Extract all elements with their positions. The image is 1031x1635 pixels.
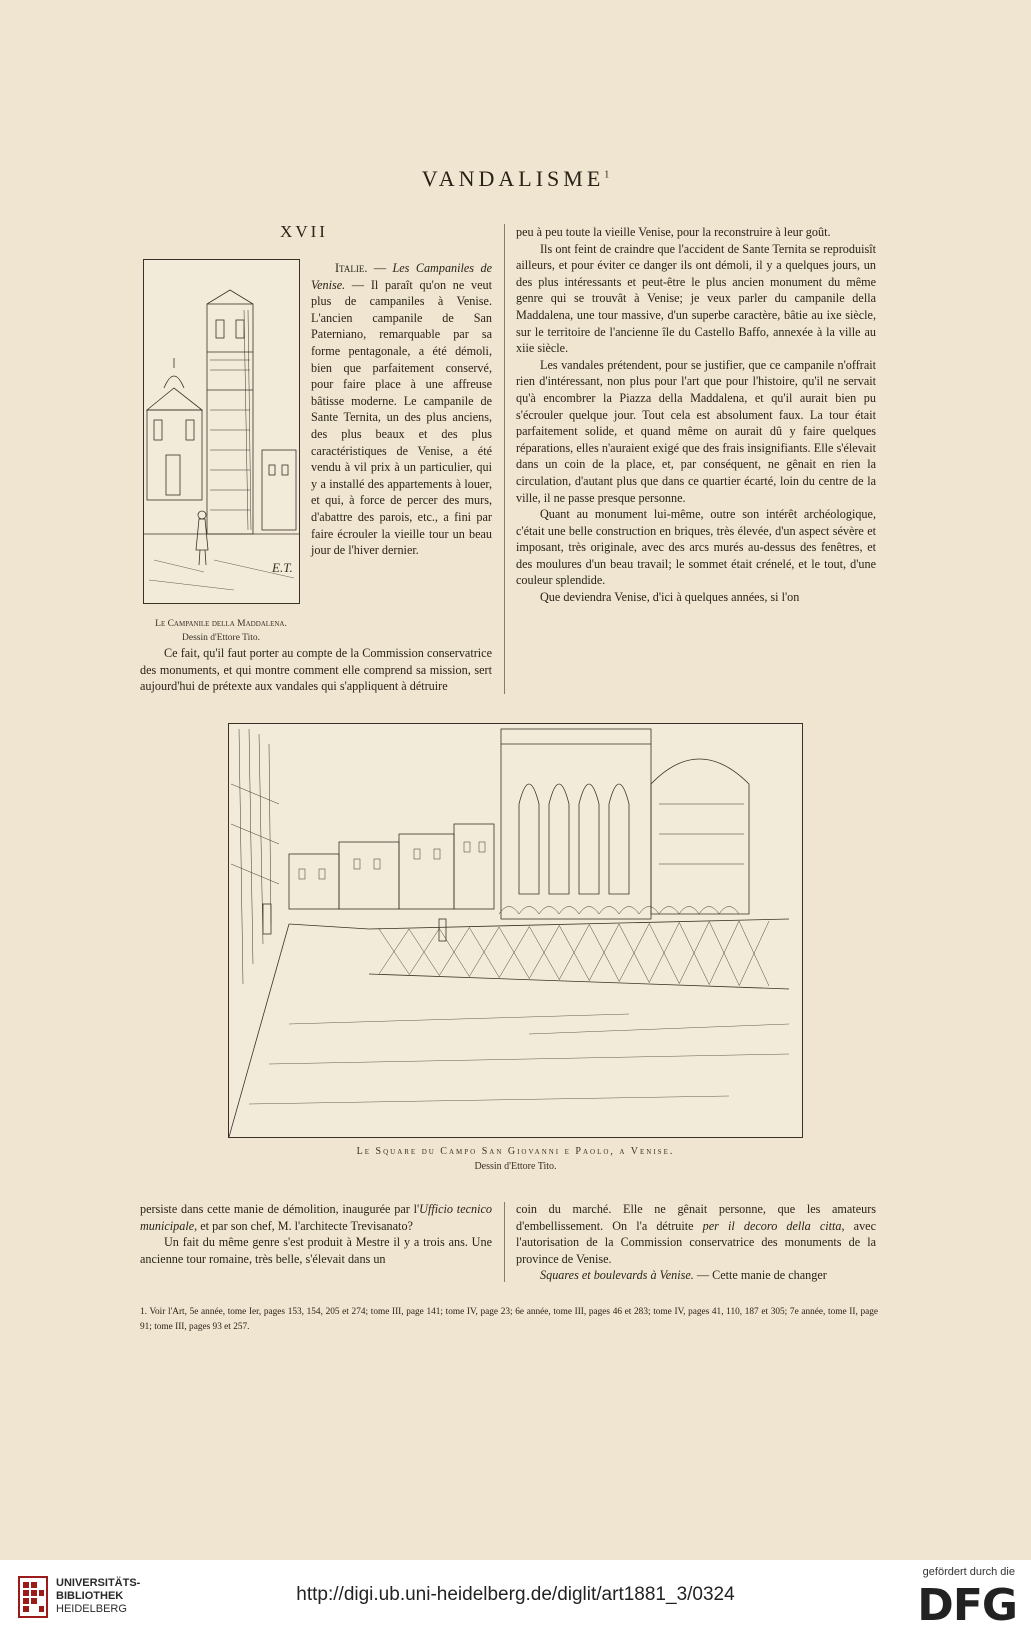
column-divider-top [504,224,505,694]
footer-bar [0,1560,1031,1635]
square-illustration [228,723,803,1138]
column-divider-bottom [504,1202,505,1282]
right-paragraph-3: Les vandales prétendent, pour se justifier, que ce campanile n'offrait rien d'intéressant, non plus pour l'art que pour l'histoire, qu'il ne servait qu'à encombrer la Piazza della Maddalena, et qu'il aurait bien pu s'écrouler quelque jour. Tout cela est absolument faux. La tour était parfaitement solide, et quand même on aurait dû y faire quelques réparations, elles n'auraient exigé que des frais insignifiants. Elle s'élevait dans un coin de la place, et, par conséquent, ne gênait en rien la circulation, d'autant plus que dans ce quartier écarté, loin du centre de la ville, il ne passe presque personne. [516,357,876,505]
left-paragraph-1: — Il paraît qu'on ne veut plus de campaniles à Venise. L'ancien campanile de San Paterniano, remarquable par sa forme pentagonale, a été démoli, bien que parfaitement conservé, pour faire place à une affreuse bâtisse moderne. Le campanile de Sante Ternita, un des plus anciens, des plus beaux et des plus caractéristiques de Venise, a été vendu à vil prix à un particulier, qui y a installé des appartements à louer, et qui, à force de percer des murs, d'abattre des parois, etc., a fini par faire écrouler la vieille tour un beau jour de l'hiver dernier. [311,277,493,558]
article-title: VANDALISME$^1$ [421,166,610,191]
small-caption-title: Le Campanile della Maddalena. [155,619,287,629]
campanile-illustration [143,259,300,604]
right-paragraph-5: Que deviendra Venise, d'ici à quelques années, si l'on [540,590,800,605]
university-name: UNIVERSITÄTS- BIBLIOTHEK HEIDELBERG [56,1577,141,1615]
lower-right-paragraph-1: coin du marché. Elle ne gênait personne, que les amateurs d'embellissement. On l'a détruite per il decoro della citta, avec l'autorisation de la Commission conservatrice des monuments de la province de Venise. [516,1202,876,1266]
small-caption-credit: Dessin d'Ettore Tito. [182,633,260,643]
right-paragraph-4: Quant au monument lui-même, outre son intérêt archéologique, c'était une belle construction en briques, très élevée, d'un aspect sévère et imposant, très originale, avec des arcs murés au-dessus des fenêtres, et des moulures d'un beau travail; le sommet était crénelé, et le tout, d'une couleur splendide. [516,507,876,588]
right-column [516,224,876,606]
permalink-url[interactable]: http://digi.ub.uni-heidelberg.de/diglit/art1881_3/0324 [296,1584,735,1605]
right-paragraph-1: peu à peu toute la vieille Venise, pour la reconstruire à leur goût. [516,225,831,239]
right-paragraph-2: Ils ont feint de craindre que l'accident de Sante Ternita se reproduisît ailleurs, et pour éviter ce danger ils ont démoli, il y a quelques jours, un des plus intéressants et peut-être le plus ancien monument du même genre qui se trouvât à Venise; je veux parler du campanile della Maddalena, une tour massive, d'un superbe caractère, bâtie au ixe siècle, sur le territoire de l'ancienne île du Castello Baffo, annexée à la ville au xiie siècle. [516,241,876,356]
left-column-bottom [140,645,492,695]
sponsor-text: gefördert durch die [922,1566,1015,1578]
large-caption-credit: Dessin d'Ettore Tito. [474,1161,557,1172]
lower-left-column [140,1201,492,1267]
left-column-wrap: Italie. — Les Campaniles de Venise. — Il paraît qu'on ne veut plus de campaniles à Venise. L'ancien campanile de San Paterniano, remarquable par sa forme pentagonale, a été démoli, bien que parfaitement conservé, pour faire place à une affreuse bâtisse moderne. Le campanile de Sante Ternita, un des plus anciens, des plus beaux et des plus caractéristiques de Venise, a été vendu à vil prix à un particulier, qui y a installé des appartements à louer, et qui, à force de percer des murs, d'abattre des parois, etc., a fini par faire écrouler la vieille tour un beau jour de l'hiver dernier. [311,261,493,558]
lower-right-column [516,1201,876,1284]
large-caption-title: Le Square du Campo San Giovanni e Paolo, a Venise. [356,1146,675,1157]
section-number: XVII [280,222,328,241]
small-figure-caption [130,617,312,645]
left-paragraph-2: Ce fait, qu'il faut porter au compte de la Commission conservatrice des monuments, et qui montre comment elle comprend sa mission, sert aujourd'hui de prétexte aux vandales qui s'appliquent à détruire [140,646,492,694]
lead-label: Italie. [335,261,368,275]
dfg-logo: DFG [917,1580,1017,1631]
lower-right-paragraph-2: Squares et boulevards à Venise. — Cette manie de changer [540,1268,827,1283]
title-footnote-mark: 1 [604,169,610,181]
footnote: 1. Voir l'Art, 5e année, tome Ier, pages 153, 154, 205 et 274; tome III, page 141; tome IV, page 23; 6e année, tome III, pages 46 et 283; tome IV, pages 41, 110, 187 et 305; 7e année, tome II, page 91; tome III, pages 93 et 257. [140,1307,878,1332]
artist-signature: E.T. [272,560,293,575]
lower-left-paragraph-2: Un fait du même genre s'est produit à Mestre il y a trois ans. Une ancienne tour romaine, très belle, s'élevait dans un [140,1235,492,1266]
large-figure-caption [200,1144,831,1174]
lower-left-paragraph-1: persiste dans cette manie de démolition, inaugurée par l'Ufficio tecnico municipale, et par son chef, M. l'architecte Trevisanato? [140,1202,492,1233]
lead-italic: Les Campaniles de Venise. [311,261,492,292]
